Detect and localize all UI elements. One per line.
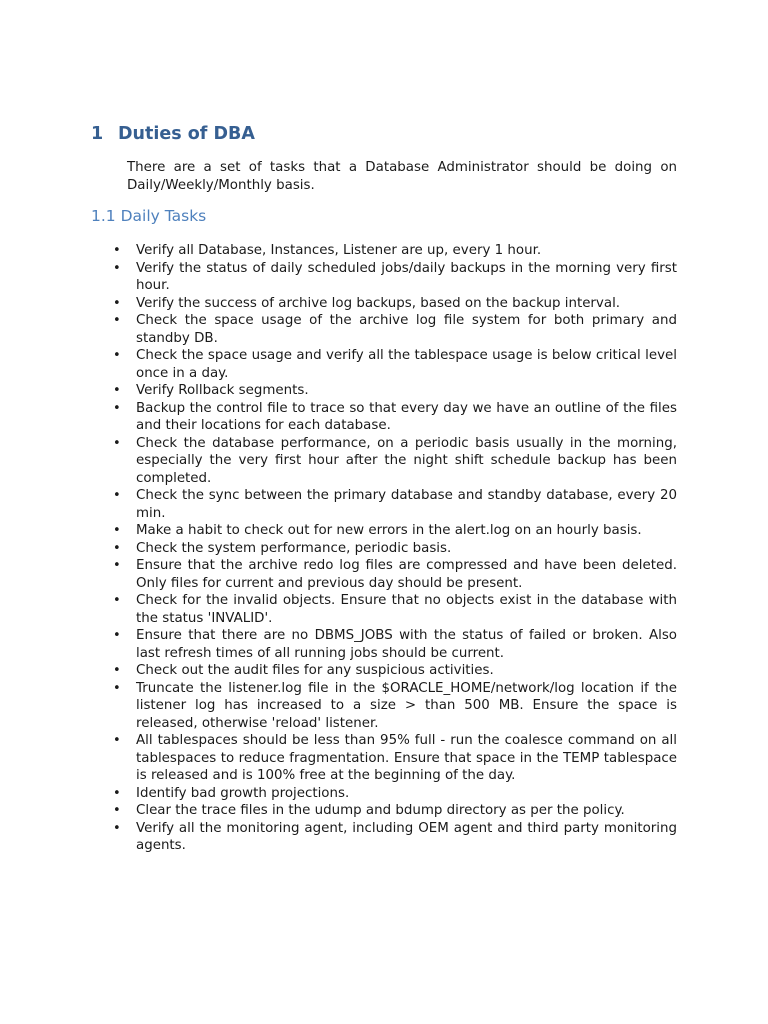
list-item <box>113 242 677 260</box>
bullet-icon: • <box>113 260 121 276</box>
list-item <box>113 295 677 313</box>
bullet-icon: • <box>113 295 121 311</box>
list-item <box>113 820 677 855</box>
list-item <box>113 312 677 347</box>
list-item <box>113 592 677 627</box>
bullet-icon: • <box>113 803 121 818</box>
bullet-icon: • <box>113 383 121 398</box>
bullet-icon: • <box>113 593 121 608</box>
list-item-text: All tablespaces should be less than 95% full - run the coalesce command on all tablespaces to reduce fragmentation. Ensure that space in the TEMP tablespace is released and is 100% free at the beginning of the day. <box>136 733 677 783</box>
list-item <box>113 260 677 295</box>
bullet-icon: • <box>113 540 121 556</box>
list-item-text: Check the space usage and verify all the tablespace usage is below critical level once in a day. <box>136 348 677 381</box>
list-item-text: Check the sync between the primary database and standby database, every 20 min. <box>136 488 677 521</box>
list-item <box>113 540 677 558</box>
list-item <box>113 785 677 803</box>
bullet-icon: • <box>113 400 121 416</box>
bullet-icon: • <box>113 488 121 503</box>
list-item <box>113 347 677 382</box>
bullet-icon: • <box>113 628 121 643</box>
list-item-text: Verify Rollback segments. <box>136 383 309 398</box>
list-item-text: Check for the invalid objects. Ensure that no objects exist in the database with the status 'INVALID'. <box>136 593 677 626</box>
bullet-icon: • <box>113 243 121 258</box>
list-item-text: Verify the status of daily scheduled jobs/daily backups in the morning very first hour. <box>136 260 677 293</box>
list-item-text: Check out the audit files for any suspicious activities. <box>136 663 494 678</box>
bullet-icon: • <box>113 733 121 748</box>
list-item-text: Backup the control file to trace so that every day we have an outline of the files and their locations for each database. <box>136 400 677 433</box>
bullet-icon: • <box>113 558 121 573</box>
section-heading <box>91 124 255 144</box>
section-title: Duties of DBA <box>118 124 255 144</box>
list-item-text: Ensure that the archive redo log files are compressed and have been deleted. Only files for current and previous day should be present. <box>136 558 677 591</box>
list-item <box>113 680 677 733</box>
daily-tasks-list <box>113 242 677 855</box>
list-item <box>113 802 677 820</box>
list-item-text: Truncate the listener.log file in the $ORACLE_HOME/network/log location if the listener log has increased to a size > than 500 MB. Ensure the space is released, otherwise 'reload' listener. <box>136 680 677 731</box>
bullet-icon: • <box>113 313 121 328</box>
bullet-icon: • <box>113 435 121 451</box>
bullet-icon: • <box>113 348 121 363</box>
bullet-icon: • <box>113 785 121 801</box>
list-item <box>113 400 677 435</box>
list-item-text: Check the system performance, periodic basis. <box>136 540 452 556</box>
bullet-icon: • <box>113 663 121 678</box>
list-item-text: Clear the trace files in the udump and bdump directory as per the policy. <box>136 803 625 818</box>
subsection-heading: 1.1 Daily Tasks <box>91 207 207 225</box>
list-item <box>113 522 677 540</box>
list-item-text: Make a habit to check out for new errors in the alert.log on an hourly basis. <box>136 523 642 538</box>
list-item <box>113 557 677 592</box>
list-item-text: Verify all the monitoring agent, including OEM agent and third party monitoring agents. <box>136 820 677 853</box>
list-item-text: Check the space usage of the archive log file system for both primary and standby DB. <box>136 313 677 346</box>
intro-paragraph: There are a set of tasks that a Database Administrator should be doing on Daily/Weekly/Monthly basis. <box>127 160 677 193</box>
list-item-text: Identify bad growth projections. <box>136 785 350 801</box>
section-number: 1 <box>91 124 104 144</box>
list-item-text: Check the database performance, on a periodic basis usually in the morning, especially the very first hour after the night shift schedule backup has been completed. <box>136 435 677 486</box>
list-item-text: Ensure that there are no DBMS_JOBS with the status of failed or broken. Also last refresh times of all running jobs should be current. <box>136 628 677 661</box>
bullet-icon: • <box>113 523 121 538</box>
bullet-icon: • <box>113 820 121 836</box>
list-item <box>113 382 677 400</box>
list-item <box>113 627 677 662</box>
bullet-icon: • <box>113 680 121 696</box>
list-item-text: Verify all Database, Instances, Listener are up, every 1 hour. <box>136 243 542 258</box>
list-item <box>113 662 677 680</box>
list-item <box>113 435 677 488</box>
list-item <box>113 732 677 785</box>
list-item-text: Verify the success of archive log backups, based on the backup interval. <box>136 295 621 311</box>
list-item <box>113 487 677 522</box>
